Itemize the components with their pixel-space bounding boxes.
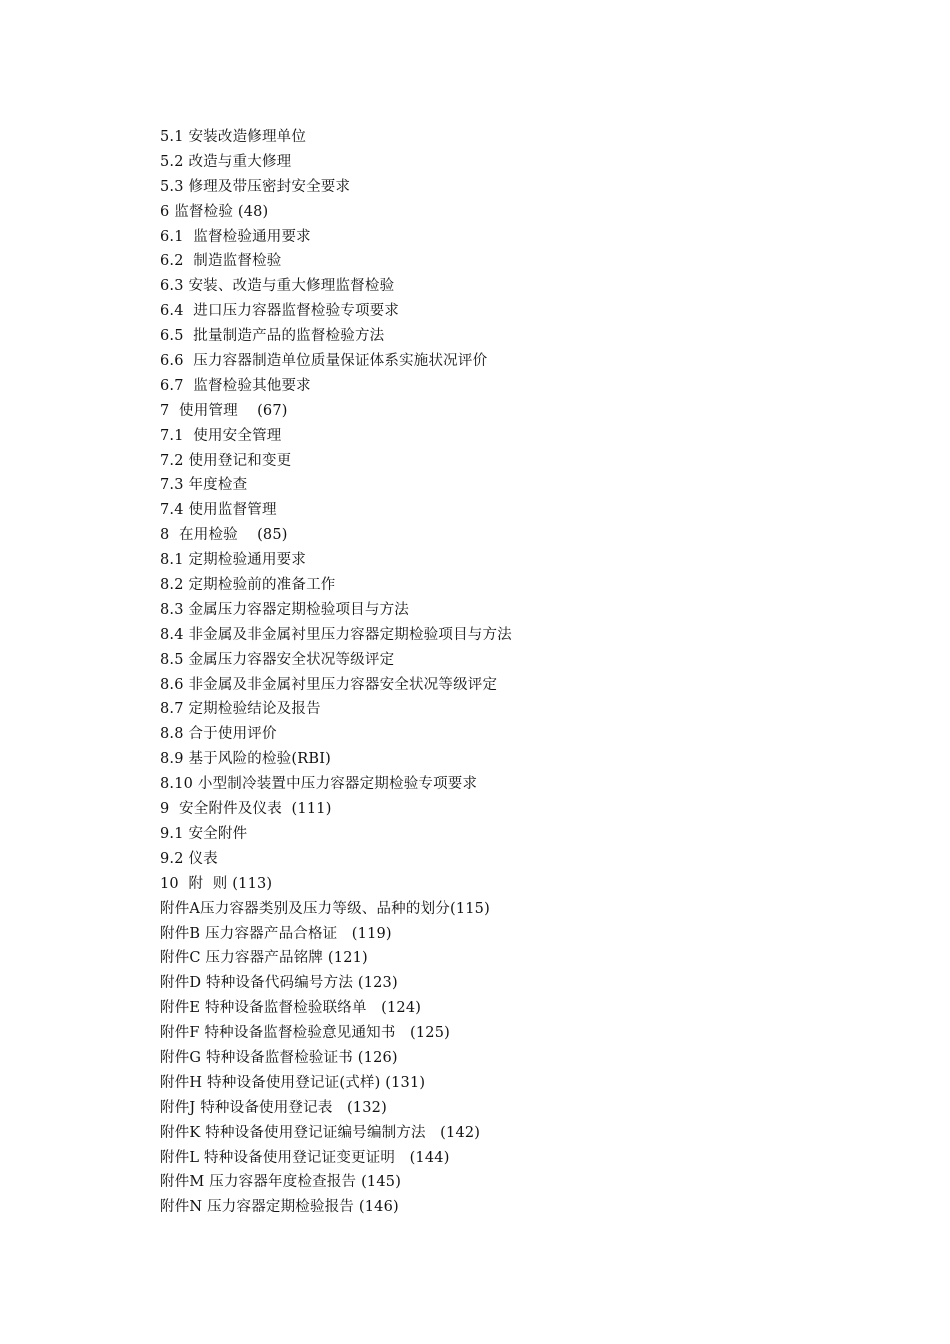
toc-entry-6-5: 6.5 批量制造产品的监督检验方法 [160,328,385,345]
toc-appendix-e: 附件E 特种设备监督检验联络单 (124) [160,1000,422,1017]
toc-appendix-f: 附件F 特种设备监督检验意见通知书 (125) [160,1025,450,1042]
toc-entry-6-4: 6.4 进口压力容器监督检验专项要求 [160,303,400,320]
toc-entry-8-3: 8.3 金属压力容器定期检验项目与方法 [160,601,409,618]
toc-appendix-d: 附件D 特种设备代码编号方法 (123) [160,975,398,992]
table-of-contents [160,125,880,1220]
toc-appendix-m: 附件M 压力容器年度检查报告 (145) [160,1174,402,1191]
toc-entry-8-8: 8.8 合于使用评价 [160,726,277,743]
toc-appendix-b: 附件B 压力容器产品合格证 (119) [160,925,392,942]
toc-entry-8-4: 8.4 非金属及非金属衬里压力容器定期检验项目与方法 [160,626,512,643]
toc-entry-7-1: 7.1 使用安全管理 [160,427,282,444]
toc-appendix-n: 附件N 压力容器定期检验报告 (146) [160,1199,399,1216]
toc-entry-6-7: 6.7 监督检验其他要求 [160,377,311,394]
toc-chapter-8: 8 在用检验 (85) [160,527,288,544]
toc-chapter-9: 9 安全附件及仪表 (111) [160,801,332,818]
toc-appendix-g: 附件G 特种设备监督检验证书 (126) [160,1049,398,1066]
toc-entry-8-9: 8.9 基于风险的检验(RBI) [160,751,331,768]
toc-appendix-j: 附件J 特种设备使用登记表 (132) [160,1099,387,1116]
toc-entry-7-2: 7.2 使用登记和变更 [160,452,292,469]
toc-chapter-6: 6 监督检验 (48) [160,203,269,220]
toc-appendix-a: 附件A压力容器类别及压力等级、品种的划分(115) [160,900,490,917]
toc-appendix-c: 附件C 压力容器产品铭牌 (121) [160,950,368,967]
toc-entry-9-2: 9.2 仪表 [160,850,218,867]
toc-entry-8-2: 8.2 定期检验前的准备工作 [160,577,336,594]
toc-chapter-10: 10 附 则 (113) [160,875,273,892]
toc-entry-6-2: 6.2 制造监督检验 [160,253,282,270]
toc-entry-7-4: 7.4 使用监督管理 [160,502,277,519]
toc-appendix-k: 附件K 特种设备使用登记证编号编制方法 (142) [160,1124,481,1141]
toc-entry-6-6: 6.6 压力容器制造单位质量保证体系实施状况评价 [160,353,488,370]
toc-chapter-7: 7 使用管理 (67) [160,402,288,419]
toc-entry-5-3: 5.3 修理及带压密封安全要求 [160,178,351,195]
toc-entry-5-1: 5.1 安装改造修理单位 [160,129,307,145]
toc-entry-8-7: 8.7 定期检验结论及报告 [160,701,321,718]
toc-entry-8-10: 8.10 小型制冷装置中压力容器定期检验专项要求 [160,776,478,793]
toc-entry-7-3: 7.3 年度检查 [160,477,248,494]
toc-entry-8-6: 8.6 非金属及非金属衬里压力容器安全状况等级评定 [160,676,498,693]
toc-entry-8-5: 8.5 金属压力容器安全状况等级评定 [160,651,395,668]
toc-entry-9-1: 9.1 安全附件 [160,825,248,842]
toc-appendix-h: 附件H 特种设备使用登记证(式样) (131) [160,1074,426,1091]
toc-entry-6-1: 6.1 监督检验通用要求 [160,228,311,245]
toc-appendix-l: 附件L 特种设备使用登记证变更证明 (144) [160,1149,450,1166]
toc-entry-6-3: 6.3 安装、改造与重大修理监督检验 [160,278,395,295]
toc-entry-5-2: 5.2 改造与重大修理 [160,153,292,170]
toc-entry-8-1: 8.1 定期检验通用要求 [160,552,307,569]
